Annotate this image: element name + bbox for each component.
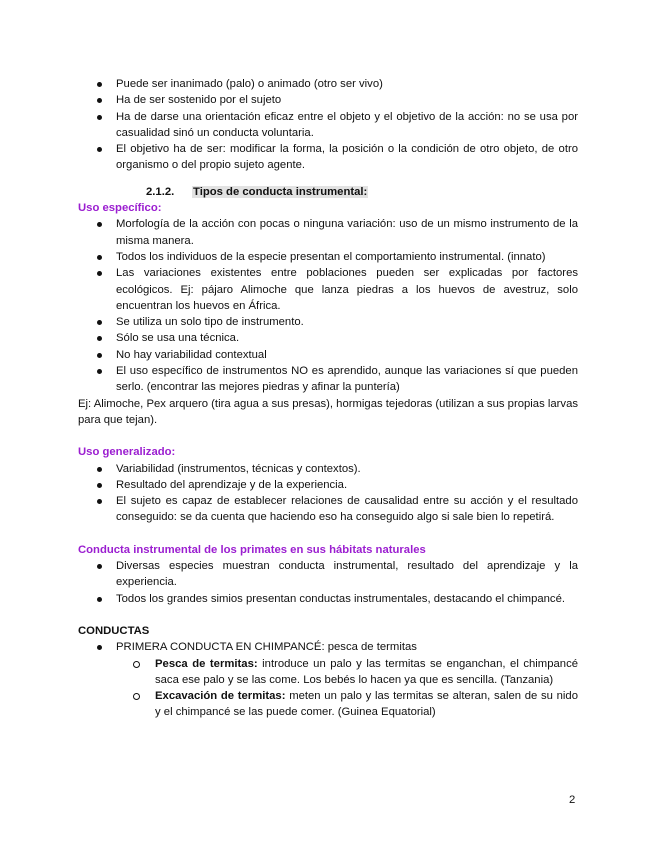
heading-primates: Conducta instrumental de los primates en sus hábitats naturales — [78, 543, 426, 556]
list-item: Se utiliza un solo tipo de instrumento. — [78, 314, 578, 330]
list-item: El sujeto es capaz de establecer relaciones de causalidad entre su acción y el resultado conseguido: se da cuenta que haciendo eso ha conseguido algo si sale bien lo repetirá. — [78, 493, 578, 526]
list-item: Resultado del aprendizaje y de la experiencia. — [78, 477, 578, 493]
list-item: Morfología de la acción con pocas o ninguna variación: uso de un mismo instrumento de la misma manera. — [78, 216, 578, 249]
generalizado-list — [78, 461, 578, 526]
sub-list-item — [78, 656, 578, 689]
conductas-list — [78, 639, 578, 655]
heading-conductas: CONDUCTAS — [78, 624, 150, 637]
sub-item-term: Pesca de termitas: — [155, 657, 258, 670]
sub-item-text: meten un palo y las termitas se alteran, salen de su nido y el chimpancé se las puede comer. (Guinea Equatorial) — [155, 690, 578, 719]
list-item: No hay variabilidad contextual — [78, 347, 578, 363]
sub-list-item — [78, 688, 578, 721]
list-item: Variabilidad (instrumentos, técnicas y contextos). — [78, 461, 578, 477]
list-item: Diversas especies muestran conducta instrumental, resultado del aprendizaje y la experiencia. — [78, 558, 578, 591]
list-item: El objetivo ha de ser: modificar la forma, la posición o la condición de otro objeto, de otro organismo o del propio sujeto agente. — [78, 141, 578, 174]
list-item: Las variaciones existentes entre poblaciones pueden ser explicadas por factores ecológicos. Ej: pájaro Alimoche que lanza piedras a los huevos de avestruz, solo encuentran los huevos en África. — [78, 265, 578, 314]
subsection-heading — [146, 184, 578, 200]
subsection-title: Tipos de conducta instrumental: — [193, 185, 368, 198]
subsection-number: 2.1.2. — [146, 185, 175, 198]
list-item: El uso específico de instrumentos NO es aprendido, aunque las variaciones sí que pueden serlo. (encontrar las mejores piedras y afinar la puntería) — [78, 363, 578, 396]
especifico-list — [78, 216, 578, 395]
heading-uso-generalizado: Uso generalizado: — [78, 446, 176, 459]
list-item: Todos los individuos de la especie presentan el comportamiento instrumental. (innato) — [78, 249, 578, 265]
example-paragraph: Ej: Alimoche, Pex arquero (tira agua a sus presas), hormigas tejedoras (utilizan a sus propias larvas para que tejan). — [78, 397, 578, 426]
conductas-sublist — [78, 656, 578, 721]
list-item: Puede ser inanimado (palo) o animado (otro ser vivo) — [78, 76, 578, 92]
list-item: Ha de ser sostenido por el sujeto — [78, 92, 578, 108]
list-item: Ha de darse una orientación eficaz entre el objeto y el objetivo de la acción: no se usa por casualidad sinó un conducta voluntaria. — [78, 109, 578, 142]
page-content — [78, 76, 578, 721]
sub-item-text: introduce un palo y las termitas se enganchan, el chimpancé saca ese palo y se las come. Los bebés lo hacen ya que es sencilla. (Tanzania) — [155, 657, 578, 686]
primates-list — [78, 558, 578, 607]
list-item: Sólo se usa una técnica. — [78, 330, 578, 346]
top-bullet-list — [78, 76, 578, 174]
heading-uso-especifico: Uso específico: — [78, 202, 162, 215]
list-item: PRIMERA CONDUCTA EN CHIMPANCÉ: pesca de termitas — [78, 639, 578, 655]
sub-item-term: Excavación de termitas: — [155, 690, 286, 703]
page-number: 2 — [569, 794, 576, 806]
list-item: Todos los grandes simios presentan conductas instrumentales, destacando el chimpancé. — [78, 591, 578, 607]
